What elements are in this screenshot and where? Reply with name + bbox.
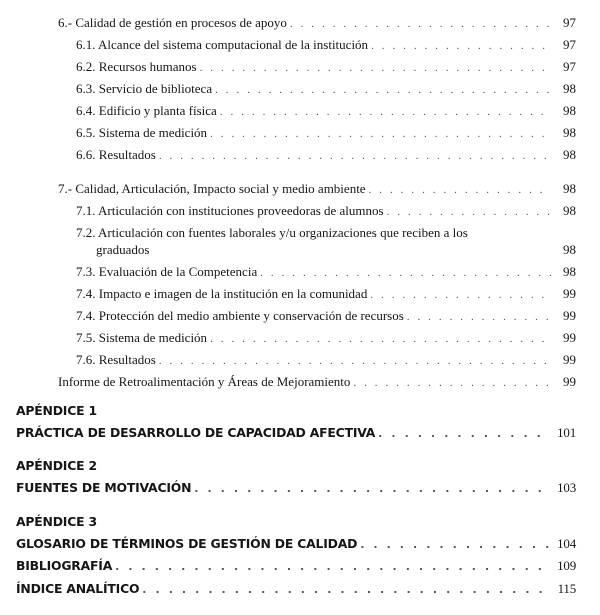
toc-entry-6-4 xyxy=(76,103,576,119)
toc-page-number: 99 xyxy=(563,308,576,323)
toc-page-number: 97 xyxy=(563,15,576,30)
appendix-2-heading: APÉNDICE 2 xyxy=(16,458,97,473)
appendix-3-heading: APÉNDICE 3 xyxy=(16,514,97,529)
dot-leader xyxy=(220,106,551,118)
toc-page-number: 99 xyxy=(563,352,576,367)
toc-page-number: 109 xyxy=(557,558,576,573)
toc-page-number: 99 xyxy=(563,286,576,301)
toc-entry-appendix-1 xyxy=(16,425,576,441)
toc-entry-7-5 xyxy=(76,330,576,346)
dot-leader xyxy=(378,427,551,440)
dot-leader xyxy=(210,128,551,140)
dot-leader xyxy=(290,18,551,30)
toc-entry-informe xyxy=(58,374,576,390)
dot-leader xyxy=(260,267,551,279)
toc-page-number: 98 xyxy=(563,181,576,196)
toc-entry-label: ÍNDICE ANALÍTICO xyxy=(16,581,140,596)
toc-page-number: 98 xyxy=(563,103,576,118)
toc-entry-section-7 xyxy=(58,181,576,197)
dot-leader xyxy=(407,311,551,323)
dot-leader xyxy=(194,482,551,495)
toc-page-number: 101 xyxy=(557,425,576,440)
toc-entry-label: 6.3. Servicio de biblioteca xyxy=(76,81,213,96)
dot-leader xyxy=(159,355,551,367)
dot-leader xyxy=(387,206,551,218)
toc-entry-label: FUENTES DE MOTIVACIÓN xyxy=(16,480,192,495)
toc-page-number: 98 xyxy=(563,203,576,218)
toc-entry-bibliografia xyxy=(16,558,576,574)
dot-leader xyxy=(215,84,551,96)
toc-page-number: 98 xyxy=(563,242,576,257)
dot-leader xyxy=(369,184,551,196)
toc-page-number: 98 xyxy=(563,147,576,162)
dot-leader xyxy=(210,333,551,345)
toc-entry-6-5 xyxy=(76,125,576,141)
toc-entry-label: 7.5. Sistema de medición xyxy=(76,330,208,345)
toc-entry-label: 7.1. Articulación con instituciones proveedoras de alumnos xyxy=(76,203,384,218)
toc-entry-section-6 xyxy=(58,15,576,31)
dot-leader xyxy=(353,377,551,389)
dot-leader xyxy=(370,289,551,301)
toc-entry-label: graduados xyxy=(96,242,150,257)
toc-page-number: 115 xyxy=(557,581,576,596)
toc-entry-6-3 xyxy=(76,81,576,97)
toc-entry-6-1 xyxy=(76,37,576,53)
toc-entry-label: 7.4. Protección del medio ambiente y conservación de recursos xyxy=(76,308,404,323)
toc-page-number: 97 xyxy=(563,37,576,52)
toc-entry-7-6 xyxy=(76,352,576,368)
toc-entry-label: 6.1. Alcance del sistema computacional de la institución xyxy=(76,37,369,52)
dot-leader xyxy=(371,40,551,52)
toc-entry-label: BIBLIOGRAFÍA xyxy=(16,558,113,573)
toc-entry-7-3 xyxy=(76,264,576,280)
toc-entry-6-6 xyxy=(76,147,576,163)
toc-page-number: 98 xyxy=(563,264,576,279)
dot-leader xyxy=(200,62,551,74)
toc-entry-label: 7.4. Impacto e imagen de la institución en la comunidad xyxy=(76,286,368,301)
toc-entry-7-4b xyxy=(76,308,576,324)
toc-entry-7-2 xyxy=(96,242,576,258)
dot-leader xyxy=(142,583,551,596)
toc-entry-label: Informe de Retroalimentación y Áreas de Mejoramiento xyxy=(58,374,351,389)
appendix-1-heading: APÉNDICE 1 xyxy=(16,403,97,418)
dot-leader xyxy=(159,150,551,162)
toc-entry-7-4a xyxy=(76,286,576,302)
toc-entry-label: 6.2. Recursos humanos xyxy=(76,59,197,74)
toc-entry-label: 7.- Calidad, Articulación, Impacto social y medio ambiente xyxy=(58,181,366,196)
toc-page-number: 98 xyxy=(563,125,576,140)
toc-entry-indice-analitico xyxy=(16,581,576,597)
toc-page-number: 98 xyxy=(563,81,576,96)
toc-entry-7-2-first-line: 7.2. Articulación con fuentes laborales y/u organizaciones que reciben a los xyxy=(76,225,468,240)
toc-entry-label: PRÁCTICA DE DESARROLLO DE CAPACIDAD AFECTIVA xyxy=(16,425,376,440)
toc-page-number: 104 xyxy=(557,536,576,551)
toc-entry-label: 6.4. Edificio y planta física xyxy=(76,103,217,118)
toc-page-number: 103 xyxy=(557,480,576,495)
toc-page-number: 99 xyxy=(563,374,576,389)
toc-entry-label: 7.6. Resultados xyxy=(76,352,156,367)
toc-entry-label: 6.- Calidad de gestión en procesos de apoyo xyxy=(58,15,287,30)
toc-entry-label: 6.6. Resultados xyxy=(76,147,156,162)
toc-page-number: 97 xyxy=(563,59,576,74)
toc-page-number: 99 xyxy=(563,330,576,345)
toc-entry-6-2 xyxy=(76,59,576,75)
dot-leader xyxy=(360,538,551,551)
toc-entry-label: 7.3. Evaluación de la Competencia xyxy=(76,264,258,279)
toc-entry-appendix-2 xyxy=(16,480,576,496)
dot-leader xyxy=(115,560,551,573)
toc-entry-appendix-3 xyxy=(16,536,576,552)
toc-entry-label: GLOSARIO DE TÉRMINOS DE GESTIÓN DE CALIDAD xyxy=(16,536,358,551)
toc-entry-label: 6.5. Sistema de medición xyxy=(76,125,208,140)
toc-entry-7-1 xyxy=(76,203,576,219)
